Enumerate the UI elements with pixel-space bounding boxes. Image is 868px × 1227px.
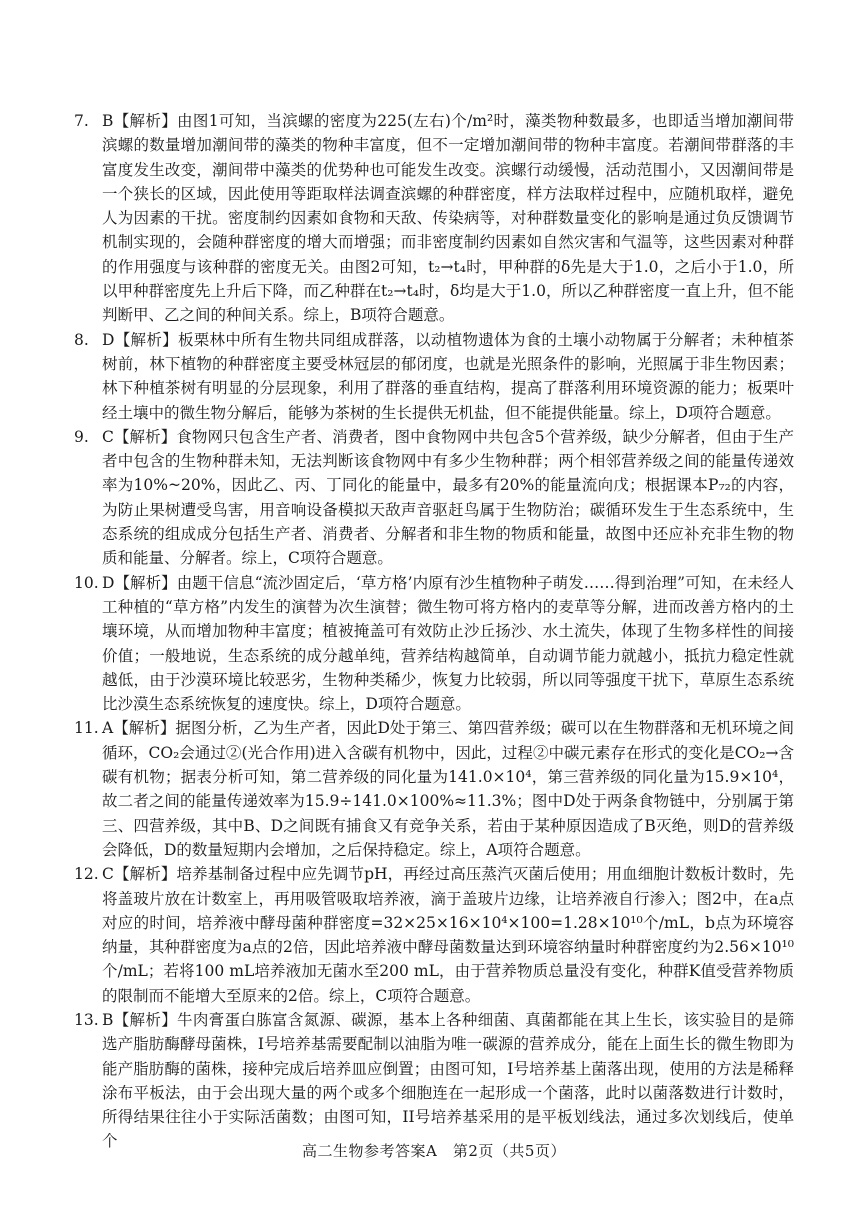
answer-list xyxy=(74,109,794,1154)
item-text: C【解析】食物网只包含生产者、消费者，图中食物网中共包含5个营养级，缺少分解者，但由于生产者中包含的生物种群未知，无法判断该食物网中有多少生物种群；两个相邻营养级之间的能量传递效率为10%~20%，因此乙、丙、丁同化的能量中，最多有20%的能量流向戊；根据课本P₇₂的内容，为防止果树遭受鸟害，用音响设备模拟天敌声音驱赶鸟属于生物防治；碳循环发生于生态系统中，生态系统的组成成分包括生产者、消费者、分解者和非生物的物质和能量，故图中还应补充非生物的物质和能量、分解者。综上，C项符合题意。 xyxy=(102,427,794,568)
answer-item-8 xyxy=(74,328,794,425)
item-text: D【解析】由题干信息“流沙固定后，‘草方格’内原有沙生植物种子萌发……得到治理”可知，在未经人工种植的“草方格”内发生的演替为次生演替；微生物可将方格内的麦草等分解，进而改善方格内的土壤环境，从而增加物种丰富度；植被掩盖可有效防止沙丘扬沙、水土流失，体现了生物多样性的间接价值；一般地说，生态系统的成分越单纯，营养结构越简单，自动调节能力就越小，抵抗力稳定性就越低，由于沙漠环境比较恶劣，生物种类稀少，恢复力比较弱，所以同等强度干扰下，草原生态系统比沙漠生态系统恢复的速度快。综上，D项符合题意。 xyxy=(102,573,794,714)
answer-item-12 xyxy=(74,862,794,1008)
answer-item-7 xyxy=(74,109,794,328)
item-text: B【解析】牛肉膏蛋白胨富含氮源、碳源，基本上各种细菌、真菌都能在其上生长，该实验目的是筛选产脂肪酶酵母菌株，I号培养基需要配制以油脂为唯一碳源的营养成分，能在上面生长的微生物即为能产脂肪酶的菌株，接种完成后培养皿应倒置；由图可知，I号培养基上菌落出现，使用的方法是稀释涂布平板法，由于会出现大量的两个或多个细胞连在一起形成一个菌落，此时以菌落数进行计数时，所得结果往往小于实际活菌数；由图可知，II号培养基采用的是平板划线法，通过多次划线后，使单个 xyxy=(102,1010,794,1151)
item-number: 8. xyxy=(74,330,89,349)
page-footer: 高二生物参考答案A 第2页（共5页） xyxy=(302,1142,566,1160)
item-text: C【解析】培养基制备过程中应先调节pH，再经过高压蒸汽灭菌后使用；用血细胞计数板计数时，先将盖玻片放在计数室上，再用吸管吸取培养液，滴于盖玻片边缘，让培养液自行渗入；图2中，在a点对应的时间，培养液中酵母菌种群密度=32×25×16×10⁴×100=1.28×10¹⁰个/mL，b点为环境容纳量，其种群密度为a点的2倍，因此培养液中酵母菌数量达到环境容纳量时种群密度约为2.56×10¹⁰个/mL；若将100 mL培养液加无菌水至200 mL，由于营养物质总量没有变化，种群K值受营养物质的限制而不能增大至原来的2倍。综上，C项符合题意。 xyxy=(102,865,794,1005)
item-number: 7. xyxy=(74,112,89,130)
item-number: 10. xyxy=(74,573,99,592)
item-number: 11. xyxy=(74,719,99,738)
answer-item-10 xyxy=(74,571,794,717)
item-text: D【解析】板栗林中所有生物共同组成群落，以动植物遗体为食的土壤小动物属于分解者；未种植茶树前，林下植物的种群密度主要受林冠层的郁闭度，也就是光照条件的影响，光照属于非生物因素；林下种植茶树有明显的分层现象，利用了群落的垂直结构，提高了群落利用环境资源的能力；板栗叶经土壤中的微生物分解后，能够为茶树的生长提供无机盐，但不能提供能量。综上，D项符合题意。 xyxy=(102,330,794,422)
item-number: 13. xyxy=(74,1010,99,1029)
answer-item-11 xyxy=(74,716,794,862)
item-text: B【解析】由图1可知，当滨螺的密度为225(左右)个/m²时，藻类物种数最多，也即适当增加潮间带滨螺的数量增加潮间带的藻类的物种丰富度，但不一定增加潮间带的物种丰富度。若潮间带群落的丰富度发生改变，潮间带中藻类的优势种也可能发生改变。滨螺行动缓慢，活动范围小，又因潮间带是一个狭长的区域，因此使用等距取样法调查滨螺的种群密度，样方法取样过程中，应随机取样，避免人为因素的干扰。密度制约因素如食物和天敌、传染病等，对种群数量变化的影响是通过负反馈调节机制实现的，会随种群密度的增大而增强；而非密度制约因素如自然灾害和气温等，这些因素对种群的作用强度与该种群的密度无关。由图2可知，t₂→t₄时，甲种群的δ先是大于1.0，之后小于1.0，所以甲种群密度先上升后下降，而乙种群在t₂→t₄时，δ均是大于1.0，所以乙种群密度一直上升，但不能判断甲、乙之间的种间关系。综上，B项符合题意。 xyxy=(102,112,794,325)
item-text: A【解析】据图分析，乙为生产者，因此D处于第三、第四营养级；碳可以在生物群落和无机环境之间循环，CO₂会通过②(光合作用)进入含碳有机物中，因此，过程②中碳元素存在形式的变化是CO₂→含碳有机物；据表分析可知，第二营养级的同化量为141.0×10⁴，第三营养级的同化量为15.9×10⁴，故二者之间的能量传递效率为15.9÷141.0×100%≈11.3%；图中D处于两条食物链中，分别属于第三、四营养级，其中B、D之间既有捕食又有竞争关系，若由于某种原因造成了B灭绝，则D的营养级会降低，D的数量短期内会增加，之后保持稳定。综上，A项符合题意。 xyxy=(102,719,794,859)
answer-item-13 xyxy=(74,1008,794,1154)
item-number: 9. xyxy=(74,427,89,446)
item-number: 12. xyxy=(74,865,99,884)
answer-item-9 xyxy=(74,425,794,571)
